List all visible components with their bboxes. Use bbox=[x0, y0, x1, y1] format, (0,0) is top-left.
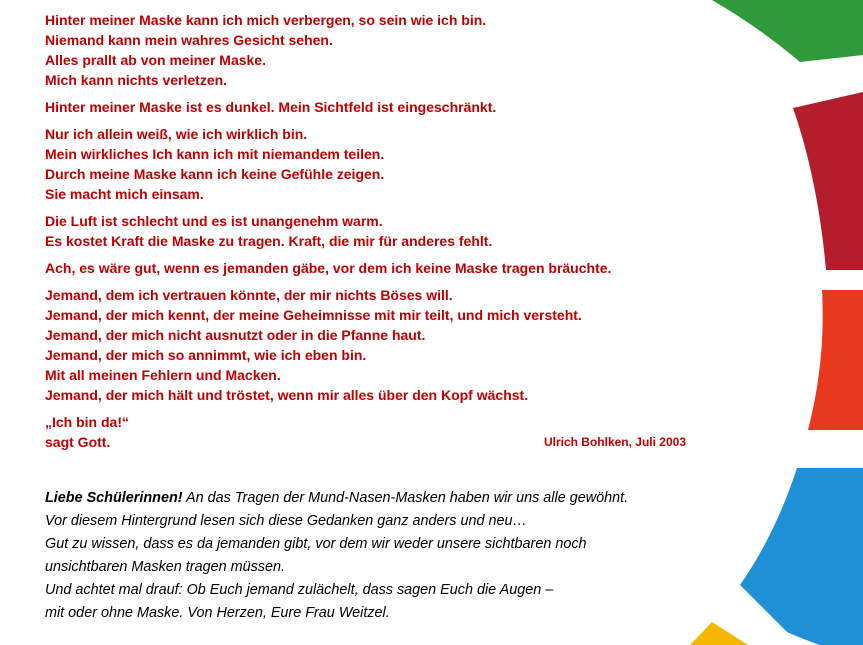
poem-line: Die Luft ist schlecht und es ist unangenehm warm. bbox=[45, 213, 383, 229]
message-line: Gut zu wissen, dass es da jemanden gibt, vor dem wir weder unsere sichtbaren noch bbox=[45, 536, 587, 552]
poem-stanza-2 bbox=[45, 97, 695, 117]
poem-author: Ulrich Bohlken, Juli 2003 bbox=[543, 435, 686, 449]
poem-line: Jemand, der mich nicht ausnutzt oder in die Pfanne haut. bbox=[45, 327, 426, 343]
message-line: Und achtet mal drauf: Ob Euch jemand zulächelt, dass sagen Euch die Augen – bbox=[45, 582, 554, 598]
poem-stanza-7 bbox=[45, 412, 695, 452]
ring-segment-orange-red bbox=[808, 290, 863, 430]
message-line: Vor diesem Hintergrund lesen sich diese Gedanken ganz anders und neu… bbox=[45, 513, 527, 529]
poem-stanza-6 bbox=[45, 285, 695, 405]
message-first-line: An das Tragen der Mund-Nasen-Masken haben wir uns alle gewöhnt. bbox=[182, 490, 629, 506]
poem-line: Jemand, der mich kennt, der meine Geheimnisse mit mir teilt, und mich versteht. bbox=[45, 307, 582, 323]
poem-line: Sie macht mich einsam. bbox=[45, 186, 204, 202]
poem-line: Mit all meinen Fehlern und Macken. bbox=[45, 367, 281, 383]
poem-line: Ach, es wäre gut, wenn es jemanden gäbe, vor dem ich keine Maske tragen bräuchte. bbox=[45, 260, 612, 276]
poem-stanza-5 bbox=[45, 258, 695, 278]
poem-stanza-1 bbox=[45, 10, 695, 90]
poem-line: Hinter meiner Maske kann ich mich verbergen, so sein wie ich bin. bbox=[45, 12, 487, 28]
ring-segment-dark-red bbox=[793, 92, 863, 270]
message-greeting: Liebe Schülerinnen! bbox=[45, 490, 183, 506]
poem-line: Niemand kann mein wahres Gesicht sehen. bbox=[45, 32, 333, 48]
message-line: unsichtbaren Masken tragen müssen. bbox=[45, 559, 285, 575]
poem-line: sagt Gott. bbox=[45, 434, 111, 450]
poem-stanza-4 bbox=[45, 211, 695, 251]
message-line bbox=[45, 487, 685, 510]
poem bbox=[45, 10, 695, 459]
poem-line: Alles prallt ab von meiner Maske. bbox=[45, 52, 266, 68]
poem-line: Es kostet Kraft die Maske zu tragen. Kraft, die mir für anderes fehlt. bbox=[45, 233, 493, 249]
poem-line: Mein wirkliches Ich kann ich mit niemandem teilen. bbox=[45, 146, 385, 162]
message-line: mit oder ohne Maske. Von Herzen, Eure Frau Weitzel. bbox=[45, 605, 390, 621]
poem-line: „Ich bin da!“ bbox=[45, 414, 129, 430]
teacher-message bbox=[45, 487, 685, 625]
poem-line: Nur ich allein weiß, wie ich wirklich bin. bbox=[45, 126, 308, 142]
ring-segment-blue bbox=[740, 468, 863, 645]
poem-line: Durch meine Maske kann ich keine Gefühle zeigen. bbox=[45, 166, 385, 182]
poem-line: Jemand, dem ich vertrauen könnte, der mir nichts Böses will. bbox=[45, 287, 453, 303]
poem-line: Mich kann nichts verletzen. bbox=[45, 72, 228, 88]
ring-segment-green bbox=[712, 0, 863, 62]
poem-stanza-3 bbox=[45, 124, 695, 204]
ring-segment-yellow bbox=[690, 622, 748, 645]
poem-line: Hinter meiner Maske ist es dunkel. Mein Sichtfeld ist eingeschränkt. bbox=[45, 99, 497, 115]
poem-line: Jemand, der mich hält und tröstet, wenn mir alles über den Kopf wächst. bbox=[45, 387, 529, 403]
poem-line: Jemand, der mich so annimmt, wie ich eben bin. bbox=[45, 347, 367, 363]
